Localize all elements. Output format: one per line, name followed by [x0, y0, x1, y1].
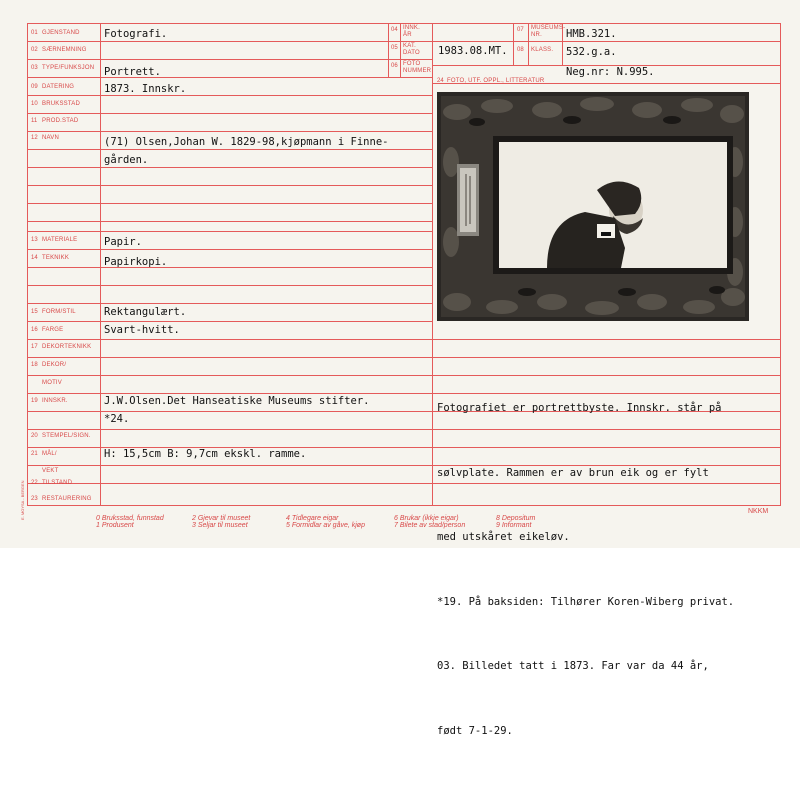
meta-divider-4: [528, 23, 529, 65]
row-line: [27, 203, 432, 204]
field-number: 09: [31, 84, 38, 90]
legend-item: 8 Depositum: [496, 515, 536, 522]
field-label-innskr: INNSKR.: [42, 398, 68, 404]
field-label-formstil: FORM/STIL: [42, 309, 76, 315]
field-value-gjenstand: Fotografi.: [104, 28, 168, 40]
framed-portrait-photo: [437, 92, 749, 321]
legend-item: 2 Gjevar til museet: [192, 515, 251, 522]
field-value-negnr: Neg.nr: N.995.: [566, 66, 655, 78]
field-number: 22: [31, 480, 38, 486]
field-number: 15: [31, 309, 38, 315]
field-label-klass: KLASS.: [531, 47, 554, 53]
field-number: 14: [31, 255, 38, 261]
legend-item: 7 Bilete av stad/person: [394, 522, 466, 529]
field-value-farge: Svart-hvitt.: [104, 324, 180, 336]
row-line: [27, 267, 432, 268]
legend-col-3: [286, 515, 365, 529]
field-number: 10: [31, 101, 38, 107]
field-label-innk: INNK.: [403, 25, 421, 31]
legend-item: 4 Tidlegare eigar: [286, 515, 339, 522]
field-label-teknikk: TEKNIKK: [42, 255, 70, 261]
field-number: 11: [31, 118, 38, 124]
field-value-museumsnr: HMB.321.: [566, 28, 617, 40]
field-label-motiv: MOTIV: [42, 380, 62, 386]
field-number: 07: [517, 27, 524, 33]
description-notes: [437, 355, 734, 785]
field-label-datering: DATERING: [42, 84, 75, 90]
row-line: [27, 221, 432, 222]
field-label-foto: FOTO: [403, 61, 421, 67]
row-line: [27, 95, 432, 96]
legend-item: 0 Bruksstad, funnstad: [96, 515, 164, 522]
printer-mark: E. MOYSA - BERGEN: [20, 480, 25, 520]
field-label-foto-litteratur: FOTO, UTF. OPPL., LITTERATUR: [447, 78, 545, 84]
note-line: med utskåret eikeløv.: [437, 531, 570, 543]
field-label-vekt: VEKT: [42, 468, 59, 474]
brand-mark: NKKM: [748, 508, 769, 515]
row-line: [27, 77, 432, 78]
field-label-dekor: DEKOR/: [42, 362, 67, 368]
meta-divider-3: [513, 23, 514, 65]
field-number: 20: [31, 433, 38, 439]
note-line: sølvplate. Rammen er av brun eik og er fylt: [437, 466, 709, 479]
legend-col-2: [192, 515, 250, 529]
legend-col-1: [96, 515, 164, 529]
field-number: 24: [437, 78, 444, 84]
field-number: 08: [517, 47, 524, 53]
note-line: Fotografiet er portrettbyste. Innskr. står på: [437, 402, 722, 414]
field-value-navn: (71) Olsen,Johan W. 1829-98,kjøpmann i Finne-: [104, 136, 389, 148]
field-value-formstil: Rektangulært.: [104, 306, 187, 318]
field-number: 02: [31, 47, 38, 53]
field-value-innskr-cont: *24.: [104, 413, 130, 425]
field-label-saernemning: SÆRNEMNING: [42, 47, 87, 53]
row-line: [27, 285, 432, 286]
field-value-type: Portrett.: [104, 66, 161, 78]
legend-item: 9 Informant: [496, 522, 532, 529]
field-number: 19: [31, 398, 38, 404]
field-label-aar: ÅR: [403, 32, 412, 38]
field-value-navn-cont: gården.: [104, 154, 149, 166]
legend-item: 3 Seljar til museet: [192, 522, 248, 529]
row-line: [27, 249, 432, 250]
field-number: 06: [391, 63, 398, 69]
field-label-restaurering: RESTAURERING: [42, 496, 92, 502]
note-line: *19. På baksiden: Tilhører Koren-Wiberg privat.: [437, 595, 735, 608]
field-label-maal: MÅL/: [42, 451, 57, 457]
field-label-navn: NAVN: [42, 135, 60, 141]
field-value-teknikk: Papirkopi.: [104, 256, 168, 268]
legend-col-4: [394, 515, 465, 529]
field-value-katdato: 1983.08.MT.: [438, 45, 508, 57]
field-label-tilstand: TILSTAND: [42, 480, 73, 486]
field-value-innskr: J.W.Olsen.Det Hanseatiske Museums stifter.: [104, 395, 370, 407]
field-label-nr: NR.: [531, 32, 542, 38]
field-value-datering: 1873. Innskr.: [104, 83, 187, 95]
main-column-divider: [432, 23, 433, 506]
row-line: [27, 321, 432, 322]
row-line: [27, 303, 432, 304]
field-number: 23: [31, 496, 38, 502]
field-label-prodstad: PROD.STAD: [42, 118, 79, 124]
field-label-museums: MUSEUMS-: [531, 25, 566, 31]
legend-col-5: [496, 515, 535, 529]
meta-divider-1: [388, 23, 389, 77]
row-line: [27, 339, 781, 340]
field-number: 13: [31, 237, 38, 243]
field-value-maal: H: 15,5cm B: 9,7cm ekskl. ramme.: [104, 448, 307, 460]
field-label-kat: KAT.: [403, 43, 417, 49]
field-number: 21: [31, 451, 38, 457]
field-label-farge: FARGE: [42, 327, 64, 333]
field-label-bruksstad: BRUKSSTAD: [42, 101, 81, 107]
field-number: 04: [391, 27, 398, 33]
field-number: 12: [31, 135, 38, 141]
row-line: [27, 185, 432, 186]
note-line: født 7-1-29.: [437, 724, 513, 737]
field-label-type: TYPE/FUNKSJON: [42, 65, 95, 71]
field-label-dekorteknikk: DEKORTEKNIKK: [42, 344, 92, 350]
row-line: [27, 149, 432, 150]
legend-item: 6 Brukar (ikkje eigar): [394, 515, 459, 522]
field-number: 03: [31, 65, 38, 71]
field-number: 05: [391, 45, 398, 51]
field-number: 18: [31, 362, 38, 368]
row-line: [27, 167, 432, 168]
meta-divider-2: [400, 23, 401, 77]
note-line: 03. Billedet tatt i 1873. Far var da 44 år,: [437, 660, 709, 672]
row-line: [27, 113, 432, 114]
field-number: 17: [31, 344, 38, 350]
field-value-materiale: Papir.: [104, 236, 142, 248]
field-number: 01: [31, 30, 38, 36]
field-label-gjenstand: GJENSTAND: [42, 30, 80, 36]
field-number: 16: [31, 327, 38, 333]
legend-item: 5 Formidlar av gåve, kjøp: [286, 522, 365, 529]
row-line: [27, 131, 432, 132]
row-line: [27, 41, 781, 42]
field-label-stempel: STEMPEL/SIGN.: [42, 433, 91, 439]
legend-item: 1 Produsent: [96, 522, 134, 529]
field-label-materiale: MATERIALE: [42, 237, 78, 243]
field-label-dato: DATO: [403, 50, 420, 56]
row-line: [27, 231, 432, 232]
field-label-nummer: NUMMER: [403, 68, 432, 74]
field-value-klass: 532.g.a.: [566, 46, 617, 58]
row-line: [27, 59, 432, 60]
